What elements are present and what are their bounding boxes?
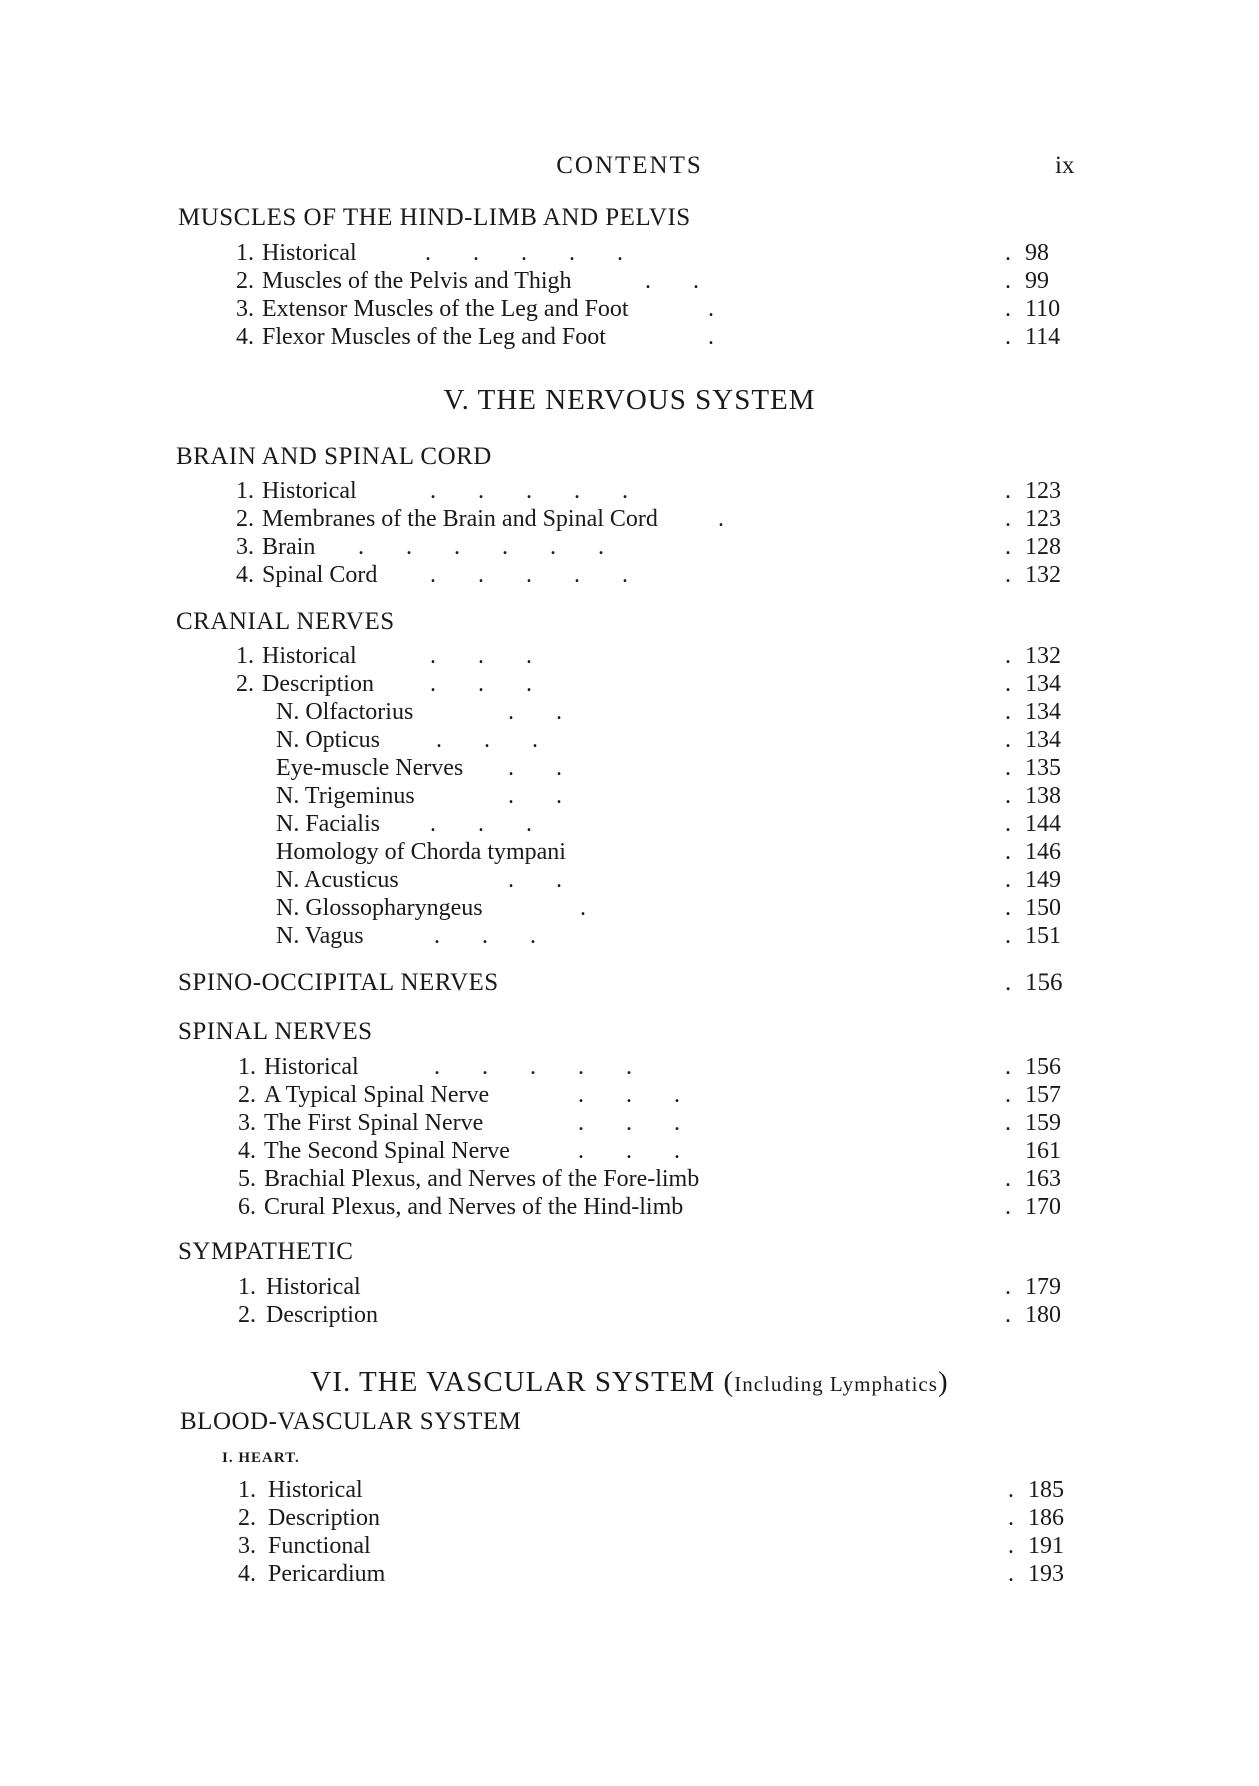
entry-label: Flexor Muscles of the Leg and Foot [262, 324, 606, 350]
entry-page: . 134 [1005, 671, 1061, 697]
toc-entry[interactable] [0, 727, 1259, 755]
section-heading: SYMPATHETIC [178, 1238, 354, 1265]
leader-dots: . . . . . [430, 478, 628, 504]
toc-entry[interactable] [0, 811, 1259, 839]
entry-number: 2. [238, 1302, 256, 1328]
entry-number: 3. [238, 1533, 256, 1559]
entry-number: 5. [238, 1166, 256, 1192]
entry-page: . 191 [1008, 1533, 1064, 1559]
toc-entry[interactable] [0, 324, 1259, 352]
entry-label: The First Spinal Nerve [264, 1110, 484, 1136]
leader-dots: . . [508, 867, 562, 893]
entry-label: Eye-muscle Nerves [276, 755, 464, 781]
entry-label: Historical [262, 643, 357, 669]
toc-entry[interactable] [0, 240, 1259, 268]
leader-dots: . . . . . . [358, 534, 604, 560]
entry-number: 1. [236, 478, 254, 504]
entry-number: 2. [236, 506, 254, 532]
entry-label: Historical [262, 240, 357, 266]
entry-number: 1. [238, 1054, 256, 1080]
entry-number: 2. [238, 1082, 256, 1108]
entry-label: N. Facialis [276, 811, 380, 837]
entry-number: 3. [236, 534, 254, 560]
entry-label: Brachial Plexus, and Nerves of the Fore-limb [264, 1166, 700, 1192]
toc-entry[interactable] [0, 1166, 1259, 1194]
entry-number: 6. [238, 1194, 256, 1220]
entry-page: . 128 [1005, 534, 1061, 560]
part-subtitle: Including Lymphatics [734, 1372, 938, 1396]
toc-entry[interactable] [0, 1477, 1259, 1505]
leader-dots: . . [508, 783, 562, 809]
entry-number: 1. [236, 643, 254, 669]
section-page-line[interactable] [0, 969, 1259, 997]
leader-dots: . . [508, 755, 562, 781]
entry-label: Pericardium [268, 1561, 386, 1587]
entry-page: . 149 [1005, 867, 1061, 893]
entry-number: 3. [236, 296, 254, 322]
leader-dots: . . . [430, 643, 532, 669]
toc-entry[interactable] [0, 296, 1259, 324]
entry-page: . 99 [1005, 268, 1049, 294]
entry-page: . 170 [1005, 1194, 1061, 1220]
leader-dots: . . . . . [425, 240, 623, 266]
entry-label: N. Olfactorius [276, 699, 414, 725]
entry-page: . 110 [1005, 296, 1061, 322]
entry-page: . 138 [1005, 783, 1061, 809]
toc-entry[interactable] [0, 643, 1259, 671]
entry-page: . 156 [1005, 969, 1063, 996]
entry-page: . 146 [1005, 839, 1061, 865]
entry-number: 4. [236, 562, 254, 588]
entry-label: N. Trigeminus [276, 783, 415, 809]
entry-page: . 134 [1005, 727, 1061, 753]
toc-entry[interactable] [0, 1561, 1259, 1589]
toc-entry[interactable] [0, 895, 1259, 923]
toc-entry[interactable] [0, 1274, 1259, 1302]
page-number: ix [1055, 152, 1075, 179]
leader-dots: . . . [430, 671, 532, 697]
toc-entry[interactable] [0, 478, 1259, 506]
toc-entry[interactable] [0, 534, 1259, 562]
section-heading: CRANIAL NERVES [176, 608, 395, 635]
entry-number: 4. [236, 324, 254, 350]
leader-dots: . . [508, 699, 562, 725]
entry-page: . 98 [1005, 240, 1049, 266]
entry-label: N. Glossopharyngeus [276, 895, 483, 921]
entry-page: . 156 [1005, 1054, 1061, 1080]
entry-page: . 144 [1005, 811, 1061, 837]
toc-entry[interactable] [0, 1194, 1259, 1222]
entry-page: . 163 [1005, 1166, 1061, 1192]
leader-dots: . . . . . [434, 1054, 632, 1080]
toc-entry[interactable] [0, 923, 1259, 951]
entry-page: . 135 [1005, 755, 1061, 781]
leader-dots: . . . [430, 811, 532, 837]
entry-number: 1. [236, 240, 254, 266]
entry-label: Muscles of the Pelvis and Thigh [262, 268, 572, 294]
entry-number: 2. [236, 671, 254, 697]
toc-entry[interactable] [0, 1533, 1259, 1561]
leader-dots: . . . [578, 1110, 680, 1136]
leader-dots: . [718, 506, 724, 532]
section-heading: MUSCLES OF THE HIND-LIMB AND PELVIS [178, 204, 691, 231]
entry-number: 2. [238, 1505, 256, 1531]
entry-page: 161 [1025, 1138, 1061, 1164]
entry-number: 1. [238, 1274, 256, 1300]
entry-label: Historical [264, 1054, 359, 1080]
toc-entry[interactable] [0, 699, 1259, 727]
entry-label: N. Acusticus [276, 867, 399, 893]
entry-number: 3. [238, 1110, 256, 1136]
entry-page: . 186 [1008, 1505, 1064, 1531]
part-heading: V. THE NERVOUS SYSTEM [443, 384, 816, 416]
leader-dots: . . . [436, 727, 538, 753]
entry-page: . 185 [1008, 1477, 1064, 1503]
entry-label: N. Opticus [276, 727, 380, 753]
entry-number: 4. [238, 1561, 256, 1587]
leader-dots: . . [645, 268, 699, 294]
toc-entry[interactable] [0, 671, 1259, 699]
entry-page: . 132 [1005, 562, 1061, 588]
entry-label: N. Vagus [276, 923, 364, 949]
entry-page: . 151 [1005, 923, 1061, 949]
entry-page: . 159 [1005, 1110, 1061, 1136]
entry-page: . 179 [1005, 1274, 1061, 1300]
section-heading: SPINO-OCCIPITAL NERVES [178, 969, 499, 996]
entry-label: Description [262, 671, 374, 697]
entry-page: . 134 [1005, 699, 1061, 725]
entry-label: Spinal Cord [262, 562, 378, 588]
entry-label: Description [268, 1505, 380, 1531]
toc-entry[interactable] [0, 755, 1259, 783]
toc-entry[interactable] [0, 562, 1259, 590]
toc-entry[interactable] [0, 506, 1259, 534]
entry-label: Description [266, 1302, 378, 1328]
entry-label: Extensor Muscles of the Leg and Foot [262, 296, 629, 322]
entry-label: A Typical Spinal Nerve [264, 1082, 490, 1108]
toc-entry[interactable] [0, 1138, 1259, 1166]
entry-label: Brain [262, 534, 316, 560]
toc-entry[interactable] [0, 867, 1259, 895]
entry-page: . 150 [1005, 895, 1061, 921]
leader-dots: . . . . . [430, 562, 628, 588]
leader-dots: . . . [578, 1138, 680, 1164]
entry-label: Membranes of the Brain and Spinal Cord [262, 506, 658, 532]
entry-number: 1. [238, 1477, 256, 1503]
toc-entry[interactable] [0, 783, 1259, 811]
running-head [0, 152, 1259, 186]
entry-page: . 123 [1005, 478, 1061, 504]
toc-entry[interactable] [0, 1302, 1259, 1330]
entry-label: The Second Spinal Nerve [264, 1138, 510, 1164]
entry-label: Historical [262, 478, 357, 504]
section-heading: BRAIN AND SPINAL CORD [176, 443, 492, 470]
toc-entry[interactable] [0, 1054, 1259, 1082]
toc-entry[interactable] [0, 1505, 1259, 1533]
entry-label: Crural Plexus, and Nerves of the Hind-limb [264, 1194, 684, 1220]
entry-page: . 180 [1005, 1302, 1061, 1328]
entry-label: Functional [268, 1533, 371, 1559]
leader-dots: . [708, 296, 714, 322]
leader-dots: . [708, 324, 714, 350]
subheading: I. HEART. [222, 1450, 300, 1466]
toc-entry[interactable] [0, 268, 1259, 296]
entry-page: . 132 [1005, 643, 1061, 669]
part-heading: VI. THE VASCULAR SYSTEM (Including Lymphatics) [310, 1366, 949, 1398]
leader-dots: . . . [434, 923, 536, 949]
entry-label: Historical [268, 1477, 363, 1503]
entry-number: 4. [238, 1138, 256, 1164]
entry-label: Historical [266, 1274, 361, 1300]
page-title: CONTENTS [556, 152, 703, 179]
entry-page: . 123 [1005, 506, 1061, 532]
entry-page: . 114 [1005, 324, 1061, 350]
toc-entry[interactable] [0, 1082, 1259, 1110]
section-heading: SPINAL NERVES [178, 1018, 373, 1045]
toc-entry[interactable] [0, 1110, 1259, 1138]
leader-dots: . [580, 895, 586, 921]
leader-dots: . . . [578, 1082, 680, 1108]
entry-page: . 157 [1005, 1082, 1061, 1108]
entry-label: Homology of Chorda tympani [276, 839, 566, 865]
section-heading: BLOOD-VASCULAR SYSTEM [180, 1408, 522, 1435]
entry-number: 2. [236, 268, 254, 294]
entry-page: . 193 [1008, 1561, 1064, 1587]
toc-entry[interactable] [0, 839, 1259, 867]
